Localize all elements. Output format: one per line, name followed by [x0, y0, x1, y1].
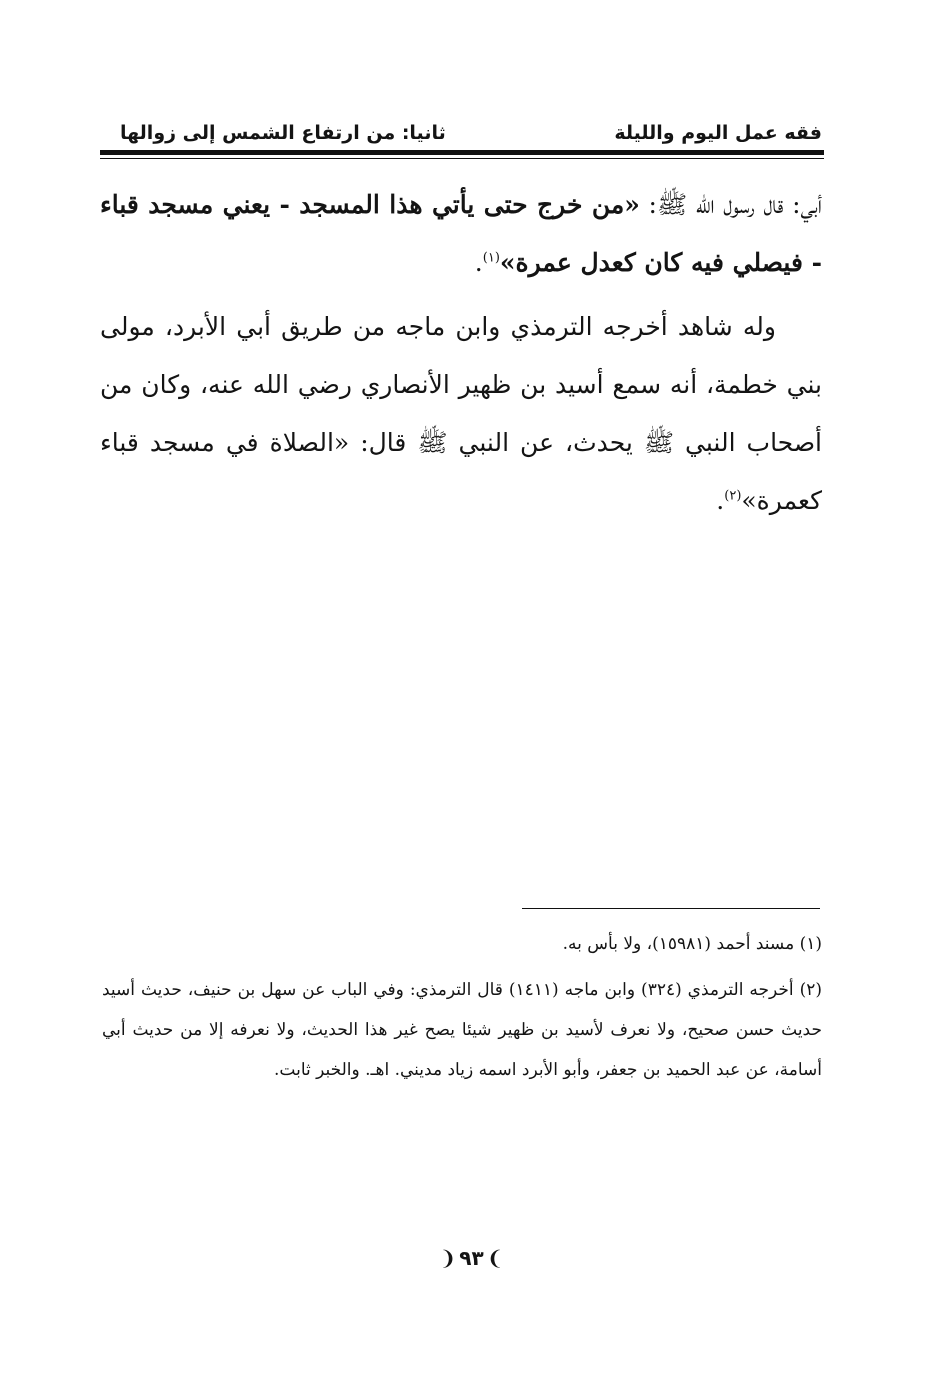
paragraph-end: . [474, 248, 483, 277]
footnote-ref-1[interactable]: (١) [482, 250, 500, 266]
ornament-icon-right: ❩ [486, 1246, 504, 1270]
paragraph-witness-text: وله شاهد أخرجه الترمذي وابن ماجه من طريق أبي الأبرد، مولى بني خطمة، أنه سمع أسيد بن ظهير الأنصاري رضي الله عنه، وكان من أصحاب النبي ﷺ يحدث، عن النبي ﷺ قال: «الصلاة في مسجد قباء كعمرة» [100, 312, 822, 515]
footnote-2: (٢) أخرجه الترمذي (٣٢٤) وابن ماجه (١٤١١) قال الترمذي: وفي الباب عن سهل بن حنيف، حديث أسيد حديث حسن صحيح، ولا نعرف لأسيد بن ظهير شيئا يصح غير هذا الحديث، ولا نعرفه إلا من حديث أبي أسامة، عن عبد الحميد بن جعفر، وأبو الأبرد اسمه زياد مديني. اهـ. والخبر ثابت. [102, 980, 822, 1080]
header-rule-thick [100, 150, 824, 155]
header-book-title: فقه عمل اليوم والليلة [614, 122, 822, 144]
header-chapter-title: ثانيا: من ارتفاع الشمس إلى زوالها [120, 122, 446, 144]
footnote-1: (١) مسند أحمد (١٥٩٨١)، ولا بأس به. [562, 934, 822, 954]
ornament-icon-left: ❨ [439, 1246, 457, 1270]
paragraph-witness [100, 298, 822, 530]
paragraph-hadith [100, 176, 822, 292]
page-number [0, 1246, 943, 1270]
footnotes [102, 924, 822, 1096]
hadith-quote: «من خرج حتى يأتي هذا المسجد - يعني مسجد قباء - فيصلي فيه كان كعدل عمرة» [100, 190, 822, 277]
paragraph-intro: أبي: قال رسول الله ﷺ: [639, 190, 822, 219]
paragraph-end: . [716, 486, 725, 515]
header-rule-thin [100, 158, 824, 159]
page-number-value: ٩٣ [459, 1246, 484, 1270]
footnote-separator [522, 908, 820, 909]
footnote-ref-2[interactable]: (٢) [724, 488, 742, 504]
running-header [100, 118, 824, 148]
main-text [100, 176, 822, 530]
